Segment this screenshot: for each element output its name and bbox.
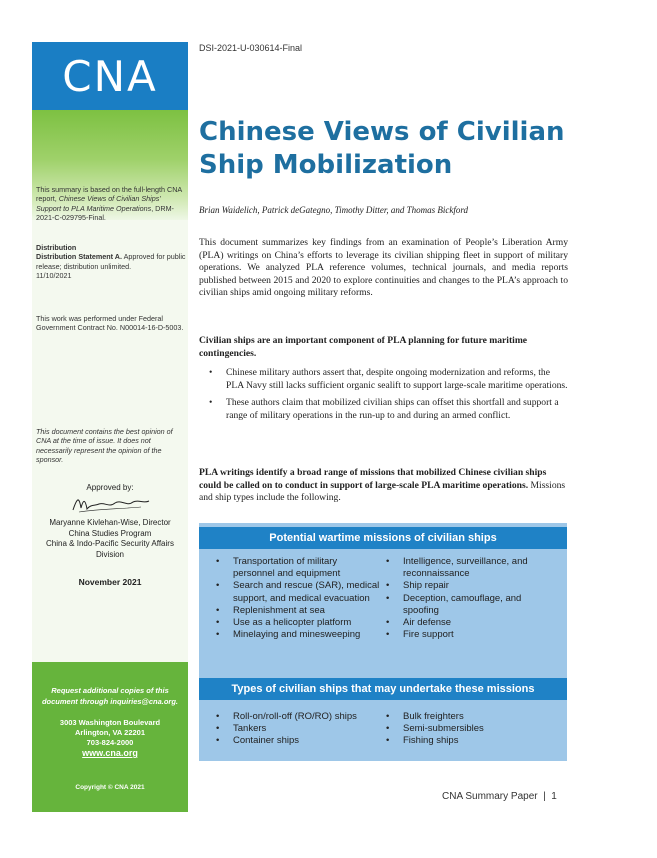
list-item: • Air defense — [381, 617, 557, 629]
list-item: • Roll-on/roll-off (RO/RO) ships — [211, 711, 381, 723]
sidebar — [32, 42, 188, 812]
logo-text: CNA — [62, 51, 158, 101]
distribution-block — [36, 243, 186, 281]
finding-2-rest: Missions and ship types include the following. — [199, 479, 566, 504]
approver-division: China & Indo-Pacific Security Affairs — [46, 539, 174, 548]
contract-note: This work was performed under Federal Government Contract No. N00014-16-D-5003. — [36, 314, 184, 333]
ship-types-heading: Types of civilian ships that may undertake these missions — [199, 678, 567, 700]
opinion-note: This document contains the best opinion of CNA at the time of issue. It does not necessarily represent the opinion of the sponsor. — [36, 427, 173, 465]
address-block — [32, 718, 188, 758]
ships-left-column — [211, 711, 381, 748]
list-item: • Semi-submersibles — [381, 723, 557, 735]
missions-left-column — [211, 556, 381, 641]
approver-program: China Studies Program — [68, 528, 152, 538]
approver-division-cont: Division — [95, 549, 124, 559]
intro-paragraph: This document summarizes key findings from an examination of People’s Liberation Army (PLA) writings on China’s efforts to leverage its civilian shipping fleet in support of military operations. We analyzed PLA reference volumes, technical journals, and media reports published between 2015 and 2020 to explore continuities and changes to the PLA’s approach to civilian ships amid ongoing military reforms. — [199, 237, 568, 299]
list-item: • These authors claim that mobilized civilian ships can offset this shortfall and support a range of military operations in the run-up to and during an armed conflict. — [199, 397, 568, 422]
finding-1: Civilian ships are an important component of PLA planning for future maritime contingencies. — [199, 335, 528, 359]
list-item: • Ship repair — [381, 580, 557, 592]
page-title — [199, 116, 639, 182]
approver-name: Maryanne Kivlehan-Wise, Director — [49, 518, 171, 527]
finding-1-bullets — [199, 367, 568, 427]
list-item: • Search and rescue (SAR), medical support, and medical evacuation — [211, 580, 381, 604]
list-item: • Bulk freighters — [381, 711, 557, 723]
signature-image — [69, 494, 153, 514]
title-line-2: Ship Mobilization — [199, 150, 453, 180]
list-item: • Intelligence, surveillance, and reconnaissance — [381, 556, 557, 580]
request-copies-text: Request additional copies of this document through inquiries@cna.org. — [41, 686, 179, 706]
missions-heading: Potential wartime missions of civilian ships — [199, 527, 567, 549]
approver-block — [32, 518, 188, 560]
distribution-date: 11/10/2021 — [36, 271, 72, 281]
list-item: • Fire support — [381, 629, 557, 641]
cna-logo — [32, 42, 188, 110]
distribution-statement-label: Distribution Statement A. — [36, 252, 122, 262]
list-item: • Tankers — [211, 723, 381, 735]
finding-2 — [199, 467, 568, 505]
list-item: • Deception, camouflage, and spoofing — [381, 593, 557, 617]
title-line-1: Chinese Views of Civilian — [199, 117, 565, 147]
summary-note-prefix: This summary is based on the full-length CNA report, — [36, 185, 182, 204]
summary-note — [36, 185, 186, 223]
authors: Brian Waidelich, Patrick deGategno, Timothy Ditter, and Thomas Bickford — [199, 205, 469, 215]
approved-by-label: Approved by: — [86, 483, 134, 492]
website-link[interactable]: www.cna.org — [82, 748, 138, 758]
document-id: DSI-2021-U-030614-Final — [199, 43, 303, 53]
copyright: Copyright © CNA 2021 — [75, 784, 145, 791]
list-item: • Chinese military authors assert that, despite ongoing modernization and reforms, the PLA Navy still lacks sufficient organic sealift to support large-scale maritime operations. — [199, 367, 568, 392]
distribution-heading: Distribution — [36, 243, 77, 252]
address-city: Arlington, VA 22201 — [74, 728, 146, 737]
distribution-statement: Approved for public release; distribution unlimited. — [36, 252, 186, 271]
list-item: • Container ships — [211, 735, 381, 747]
missions-right-column — [381, 556, 557, 641]
list-item: • Minelaying and minesweeping — [211, 629, 381, 641]
report-title: Chinese Views of Civilian Ships’ Support to PLA Maritime Operations — [36, 194, 161, 213]
list-item: • Use as a helicopter platform — [211, 617, 381, 629]
finding-2-bold: PLA writings identify a broad range of missions that mobilized Chinese civilian ships could be called on to conduct in support of large-scale PLA maritime operations. — [199, 467, 547, 491]
list-item: • Transportation of military personnel and equipment — [211, 556, 381, 580]
publication-date: November 2021 — [78, 577, 142, 587]
contact-panel — [32, 662, 188, 812]
missions-and-ships-box — [199, 523, 567, 761]
phone-number: 703-824-2000 — [86, 738, 134, 747]
summary-note-suffix: , DRM-2021-C-029795-Final. — [36, 203, 174, 223]
page-footer: CNA Summary Paper | 1 — [442, 791, 557, 802]
address-street: 3003 Washington Boulevard — [59, 718, 161, 727]
list-item: • Replenishment at sea — [211, 605, 381, 617]
list-item: • Fishing ships — [381, 735, 557, 747]
ships-right-column — [381, 711, 557, 748]
